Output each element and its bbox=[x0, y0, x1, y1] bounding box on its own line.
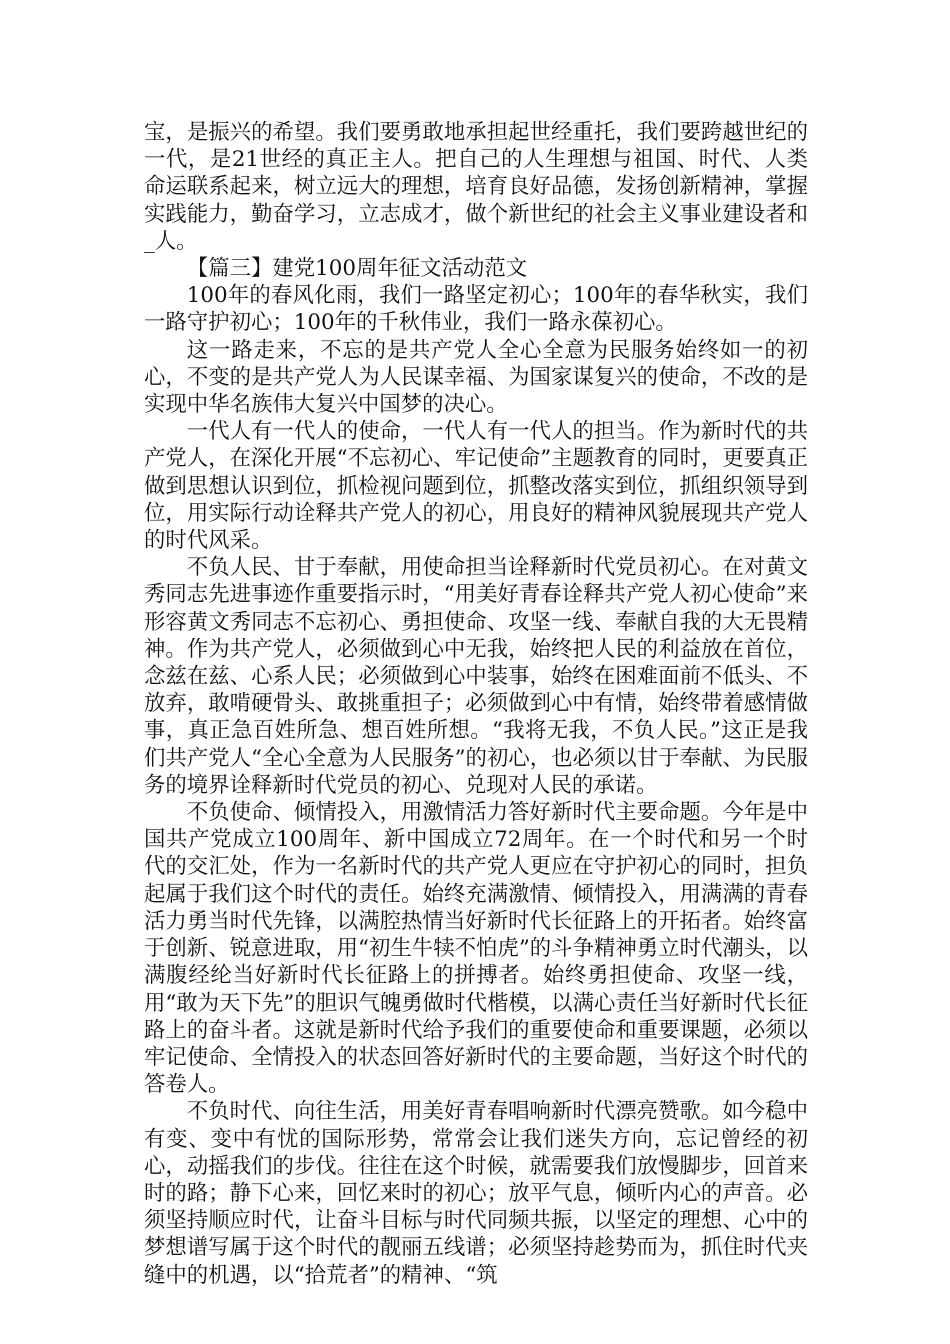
section-heading: 【篇三】建党100周年征文活动范文 bbox=[186, 256, 528, 282]
paragraph-4: 一代人有一代人的使命，一代人有一代人的担当。作为新时代的共产党人，在深化开展“不忘初心、牢记使命”主题教育的同时，更要真正做到思想认识到位，抓检视问题到位，抓整改落实到位，抓组织领导到位，用实际行动诠释共产党人的初心，用良好的精神风貌展现共产党人的时代风采。 bbox=[144, 419, 808, 554]
paragraph-5: 不负人民、甘于奉献，用使命担当诠释新时代党员初心。在对黄文秀同志先进事迹作重要指示时，“用美好青春诠释共产党人初心使命”来形容黄文秀同志不忘初心、勇担使命、攻坚一线、奉献自我的大无畏精神。作为共产党人，必须做到心中无我，始终把人民的利益放在首位，念兹在兹、心系人民；必须做到心中装事，始终在困难面前不低头、不放弃，敢啃硬骨头、敢挑重担子；必须做到心中有情，始终带着感情做事，真正急百姓所急、想百姓所想。“我将无我，不负人民。”这正是我们共产党人“全心全意为人民服务”的初心，也必须以甘于奉献、为民服务的境界诠释新时代党员的初心、兑现对人民的承诺。 bbox=[144, 555, 808, 798]
paragraph-3: 这一路走来，不忘的是共产党人全心全意为民服务始终如一的初心，不变的是共产党人为人民谋幸福、为国家谋复兴的使命，不改的是实现中华名族伟大复兴中国梦的决心。 bbox=[144, 337, 808, 418]
document-body bbox=[144, 119, 808, 1289]
paragraph-2: 100年的春风化雨，我们一路坚定初心；100年的春华秋实，我们一路守护初心；100年的千秋伟业，我们一路永葆初心。 bbox=[144, 283, 808, 336]
paragraph-7: 不负时代、向往生活，用美好青春唱响新时代漂亮赞歌。如今稳中有变、变中有忧的国际形势，常常会让我们迷失方向，忘记曾经的初心，动摇我们的步伐。往往在这个时候，就需要我们放慢脚步，回首来时的路；静下心来，回忆来时的初心；放平气息，倾听内心的声音。必须坚持顺应时代，让奋斗目标与时代同频共振，以坚定的理想、心中的梦想谱写属于这个时代的靓丽五线谱；必须坚持趁势而为，抓住时代夹缝中的机遇，以“拾荒者”的精神、“筑 bbox=[144, 1099, 808, 1288]
paragraph-1: 宝，是振兴的希望。我们要勇敢地承担起世经重托，我们要跨越世纪的一代，是21世经的真正主人。把自己的人生理想与祖国、时代、人类命运联系起来，树立远大的理想，培育良好品德，发扬创新精神，掌握实践能力，勤奋学习，立志成才，做个新世纪的社会主义事业建设者和_人。 bbox=[144, 120, 808, 254]
paragraph-6: 不负使命、倾情投入，用激情活力答好新时代主要命题。今年是中国共产党成立100周年、新中国成立72周年。在一个时代和另一个时代的交汇处，作为一名新时代的共产党人更应在守护初心的同时，担负起属于我们这个时代的责任。始终充满激情、倾情投入，用满满的青春活力勇当时代先锋，以满腔热情当好新时代长征路上的开拓者。始终富于创新、锐意进取，用“初生牛犊不怕虎”的斗争精神勇立时代潮头，以满腹经纶当好新时代长征路上的拼搏者。始终勇担使命、攻坚一线，用“敢为天下先”的胆识气魄勇做时代楷模，以满心责任当好新时代长征路上的奋斗者。这就是新时代给予我们的重要使命和重要课题，必须以牢记使命、全情投入的状态回答好新时代的主要命题，当好这个时代的答卷人。 bbox=[144, 800, 808, 1098]
